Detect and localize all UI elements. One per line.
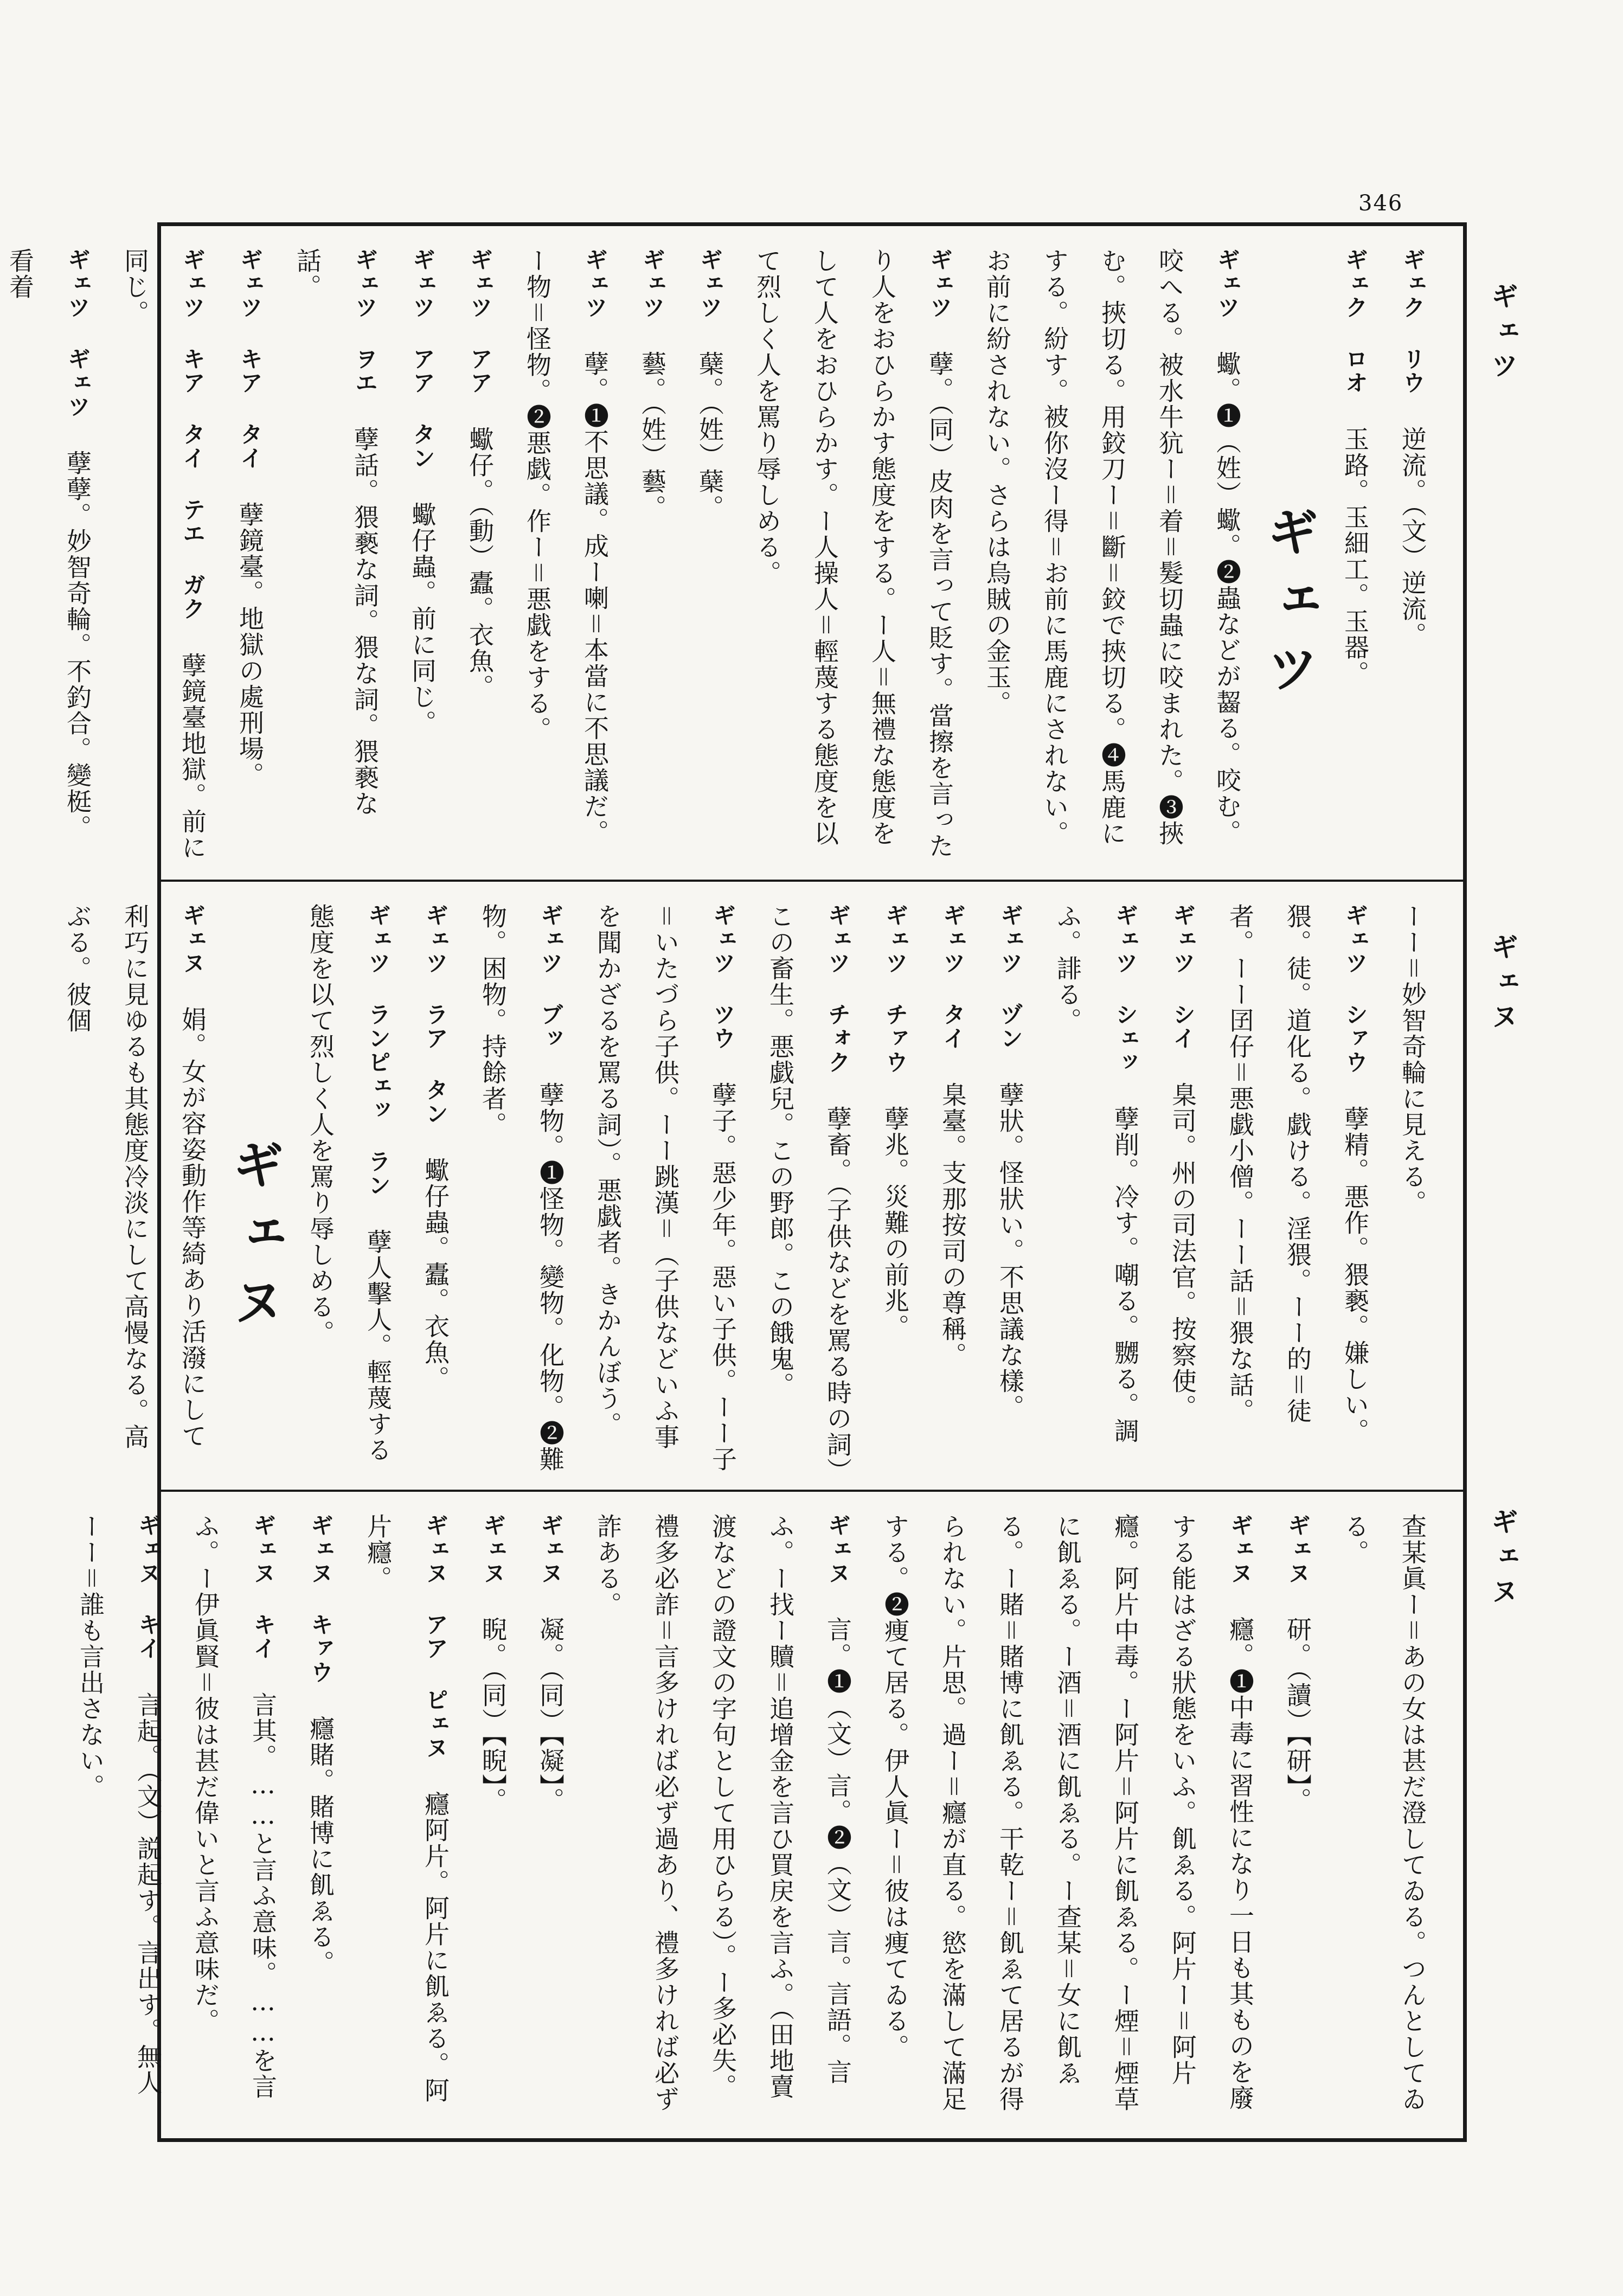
- entry-definition: 臬臺。支那按司の尊稱。: [938, 1082, 967, 1368]
- entry-headword: ギェツ: [697, 248, 723, 319]
- entry-definition: 癮。❶中毒に習性になり一日も其ものを廢する能はざる狀態をいふ。飢ゑる。阿片ー＝阿片癮。阿片中毒。ー阿片＝阿片に飢ゑる。ー煙＝煙草に飢ゑる。ー酒＝酒に飢ゑる。ー查某＝女に飢ゑる。ー賭＝賭博に飢ゑる。干乾ー＝飢ゑて居るが得られない。片思。過ー＝癮が直る。慾を滿して滿足する。❷痩て居る。伊人眞ー＝彼は痩てゐる。: [881, 1513, 1255, 2112]
- dictionary-entry: [579, 882, 752, 1473]
- entry-headword: ギェヌ: [1285, 1513, 1311, 1585]
- entry-headword: ギェツ シァウ: [1342, 903, 1369, 1074]
- section-heading: ギェヌ: [224, 1137, 285, 1343]
- entry-definition: 孽子。惡少年。惡い子供。ーー子＝いたづら子供。ーー跳漢＝（子供などいふ事を聞かざるを罵る詞）。悪戯者。きかんぼう。: [593, 903, 737, 1472]
- dictionary-entry: [968, 226, 1256, 863]
- entry-definition: 娟。女が容姿動作等綺あり活潑にして利巧に見ゆるも其態度冷淡にして高慢なる。高ぶる。彼個: [63, 903, 207, 1450]
- entry-columns: [62, 1492, 1441, 2137]
- dictionary-entry: [221, 226, 279, 863]
- entry-band-bottom: [76, 1492, 1463, 2137]
- entry-definition: 孽人擊人。輕蔑する態度を以て烈しく人を罵り辱しめる。: [306, 903, 393, 1463]
- dictionary-entry: [1384, 226, 1441, 863]
- entry-definition: 蘖。（姓）蘖。: [695, 351, 724, 521]
- entry-headword: ギェヌ キイ: [135, 1513, 162, 1660]
- dictionary-entry: [739, 226, 968, 863]
- entry-definition: 孽鏡臺。地獄の處刑場。: [235, 502, 265, 788]
- dictionary-entry: [1269, 1492, 1326, 2121]
- entry-definition: 孽畜。（子供などを罵る時の詞）この畜生。悪戯兒。この野郎。この餓鬼。: [766, 903, 852, 1471]
- entry-definition: 孽精。悪作。猥褻。嫌しい。猥。徒。道化る。戯ける。淫猥。ーー的＝徒者。ーー囝仔＝悪戯小僧。ーー話＝猥な話。: [1226, 903, 1370, 1444]
- entry-headword: ギェヌ: [537, 1513, 564, 1585]
- entry-band-top: [5, 226, 1463, 880]
- entry-headword: ギェツ: [639, 248, 666, 319]
- entry-headword: ギェヌ キァウ: [307, 1513, 334, 1684]
- entry-definition: 臬司。州の司法官。按察使。: [1168, 1082, 1197, 1420]
- entry-definition: 孽話。猥褻な詞。猥な詞。猥褻な話。: [293, 248, 380, 817]
- dictionary-entry: [62, 1492, 177, 2121]
- entry-headword: ギェツ アア タン: [409, 248, 436, 470]
- entry-definition: 凝。（同）【凝】。: [536, 1617, 565, 1813]
- dictionary-entry: [394, 226, 451, 863]
- entry-definition: 癮賭。賭博に飢ゑる。: [306, 1716, 335, 1976]
- entry-columns: [0, 226, 1441, 880]
- dictionary-entry: [624, 226, 681, 863]
- entry-headword: ギェツ チォク: [825, 903, 851, 1074]
- dictionary-entry: [292, 1492, 349, 2121]
- entry-definition: 孽鏡臺地獄。前に同じ。: [120, 248, 207, 861]
- dictionary-entry: [867, 1492, 1269, 2121]
- entry-columns: [49, 882, 1441, 1490]
- dictionary-entry: [349, 1492, 464, 2121]
- entry-band-middle: [63, 882, 1463, 1490]
- dictionary-entry: [924, 882, 982, 1473]
- dictionary-entry: [579, 1492, 867, 2121]
- entry-definition: ーー＝妙智奇輪に見える。: [1398, 903, 1427, 1216]
- entry-headword: ギェヌ キイ: [250, 1513, 277, 1660]
- dictionary-entry: [279, 226, 394, 863]
- dictionary-entry: [407, 882, 464, 1473]
- entry-definition: 孽削。冷す。嘲る。嬲る。調ふ。誹る。: [1053, 903, 1140, 1444]
- entry-definition: 孽。（同）皮肉を言って貶す。當擦を言ったり人をおひらかす態度をする。ー人＝無禮な態度をして人をおひらかす。ー人操人＝輕蔑する態度を以て烈しく人を罵り辱しめる。: [753, 248, 954, 859]
- dictionary-entry: [1384, 882, 1441, 1473]
- entry-definition: 逆流。（文）逆流。: [1398, 426, 1427, 648]
- entry-definition: 蠍。❶（姓）蠍。❷蟲などが齧る。咬む。咬へる。被水牛犺ー＝着＝髮切蟲に咬まれた。❸挾む。挾切る。用鉸刀ー＝斷＝鉸で挾切る。❹馬鹿にする。紛す。被你沒ー得＝お前に馬鹿にされない。お前に紛されない。さらは烏賊の金玉。: [983, 248, 1242, 846]
- entry-headword: ギェク ロオ: [1342, 248, 1369, 395]
- entry-definition: 藝。（姓）藝。: [638, 351, 667, 521]
- entry-definition: 孽。❶不思議。成ー喇＝本當に不思議だ。ー物＝怪物。❷悪戯。作ー＝悪戯をする。: [523, 248, 610, 845]
- entry-headword: ギェツ アア: [467, 248, 493, 395]
- entry-headword: ギェク リウ: [1400, 248, 1426, 395]
- entry-headword: ギェツ ブッ: [537, 903, 564, 1050]
- entry-definition: 孽兆。災難の前兆。: [881, 1106, 910, 1340]
- running-head-top: ギェツ: [1487, 282, 1519, 386]
- dictionary-entry: [1326, 226, 1384, 863]
- entry-definition: 蠍仔。（動）蠹。衣魚。: [465, 426, 495, 700]
- dictionary-entry: [106, 226, 221, 863]
- entry-headword: ギェヌ アア ピェヌ: [422, 1513, 449, 1760]
- entry-headword: ギェツ シイ: [1170, 903, 1196, 1050]
- entry-definition: 言。❶（文）言。❷（文）言。言語。言ふ。ー找ー贖＝追增金を言ひ買戻を言ふ。（田地賣渡などの證文の字句として用ひらる）。ー多必失。禮多必詐＝言多ければ必ず過あり、禮多ければ必ず詐ある。: [593, 1513, 852, 2112]
- entry-definition: 言起。（文）説起す。言出す。無人ーー＝誰も言出さない。: [76, 1513, 163, 2096]
- entry-headword: ギェツ ヅン: [997, 903, 1024, 1050]
- entry-definition: 蠍仔蟲。前に同じ。: [408, 502, 437, 736]
- entry-definition: 玉路。玉細工。玉器。: [1340, 426, 1370, 687]
- dictionary-entry: [177, 1492, 292, 2121]
- entry-headword: ギェツ ヲエ: [352, 248, 379, 395]
- dictionary-entry: [292, 882, 407, 1473]
- dictionary-entry: [464, 1492, 522, 2121]
- section-heading: ギェツ: [1259, 504, 1319, 710]
- entry-headword: ギェツ ギェツ: [65, 248, 91, 419]
- dictionary-entry: [464, 882, 579, 1473]
- dictionary-frame: [5, 222, 1467, 2142]
- entry-headword: ギェツ: [1214, 248, 1241, 319]
- dictionary-entry: [867, 882, 924, 1473]
- entry-headword: ギェツ タイ: [940, 903, 966, 1050]
- dictionary-entry: [1326, 1492, 1441, 2121]
- dictionary-entry: [522, 1492, 579, 2121]
- entry-definition: 孽物。❶怪物。變物。化物。❷難物。困物。持餘者。: [478, 903, 565, 1472]
- entry-headword: ギェヌ: [1227, 1513, 1254, 1585]
- entry-definition: 睨。（同）【睨】。: [478, 1617, 508, 1813]
- dictionary-entry: [509, 226, 624, 863]
- entry-headword: ギェツ キア タイ テエ ガク: [179, 248, 206, 621]
- entry-headword: ギェツ ランピェッ ラン: [365, 903, 392, 1197]
- entry-definition: 研。（讀）【研】。: [1283, 1617, 1312, 1813]
- entry-definition: 孽狀。怪狀い。不思議な樣。: [996, 1082, 1025, 1420]
- dictionary-entry: [1039, 882, 1154, 1473]
- running-head-bottom: ギェヌ: [1487, 1508, 1519, 1612]
- entry-definition: 言其。……と言ふ意味。……を言ふ。ー伊眞賢＝彼は甚だ偉いと言ふ意味だ。: [191, 1513, 278, 2100]
- entry-headword: ギェヌ: [825, 1513, 851, 1585]
- entry-headword: ギェツ シェッ: [1112, 903, 1139, 1074]
- dictionary-entry: [1211, 882, 1384, 1473]
- dictionary-entry: [982, 882, 1039, 1473]
- entry-definition: 查某眞ー＝あの女は甚だ澄してゐる。つんとしてゐる。: [1340, 1513, 1427, 2112]
- entry-headword: ギェツ ツウ: [710, 903, 736, 1050]
- entry-headword: ギェツ キア タイ: [237, 248, 264, 470]
- page-number: 346: [1358, 191, 1403, 216]
- entry-headword: ギェヌ: [480, 1513, 506, 1585]
- entry-definition: 孽孽。妙智奇輪。不釣合。變梃。看着: [5, 248, 92, 841]
- dictionary-entry: [681, 226, 739, 863]
- dictionary-entry: [752, 882, 867, 1473]
- entry-headword: ギェツ: [582, 248, 608, 319]
- running-head-middle: ギェヌ: [1487, 933, 1519, 1037]
- entry-headword: ギェツ チァウ: [882, 903, 909, 1074]
- entry-headword: ギェツ ラア タン: [422, 903, 449, 1126]
- dictionary-entry: [0, 226, 106, 863]
- dictionary-entry: [451, 226, 509, 863]
- entry-definition: 蠍仔蟲。蠹。衣魚。: [421, 1157, 450, 1391]
- entry-headword: ギェヌ: [179, 903, 206, 975]
- dictionary-entry: [1154, 882, 1211, 1473]
- entry-definition: 癮阿片。阿片に飢ゑる。阿片癮。: [363, 1513, 450, 2103]
- entry-headword: ギェツ: [927, 248, 953, 319]
- dictionary-entry: [49, 882, 221, 1473]
